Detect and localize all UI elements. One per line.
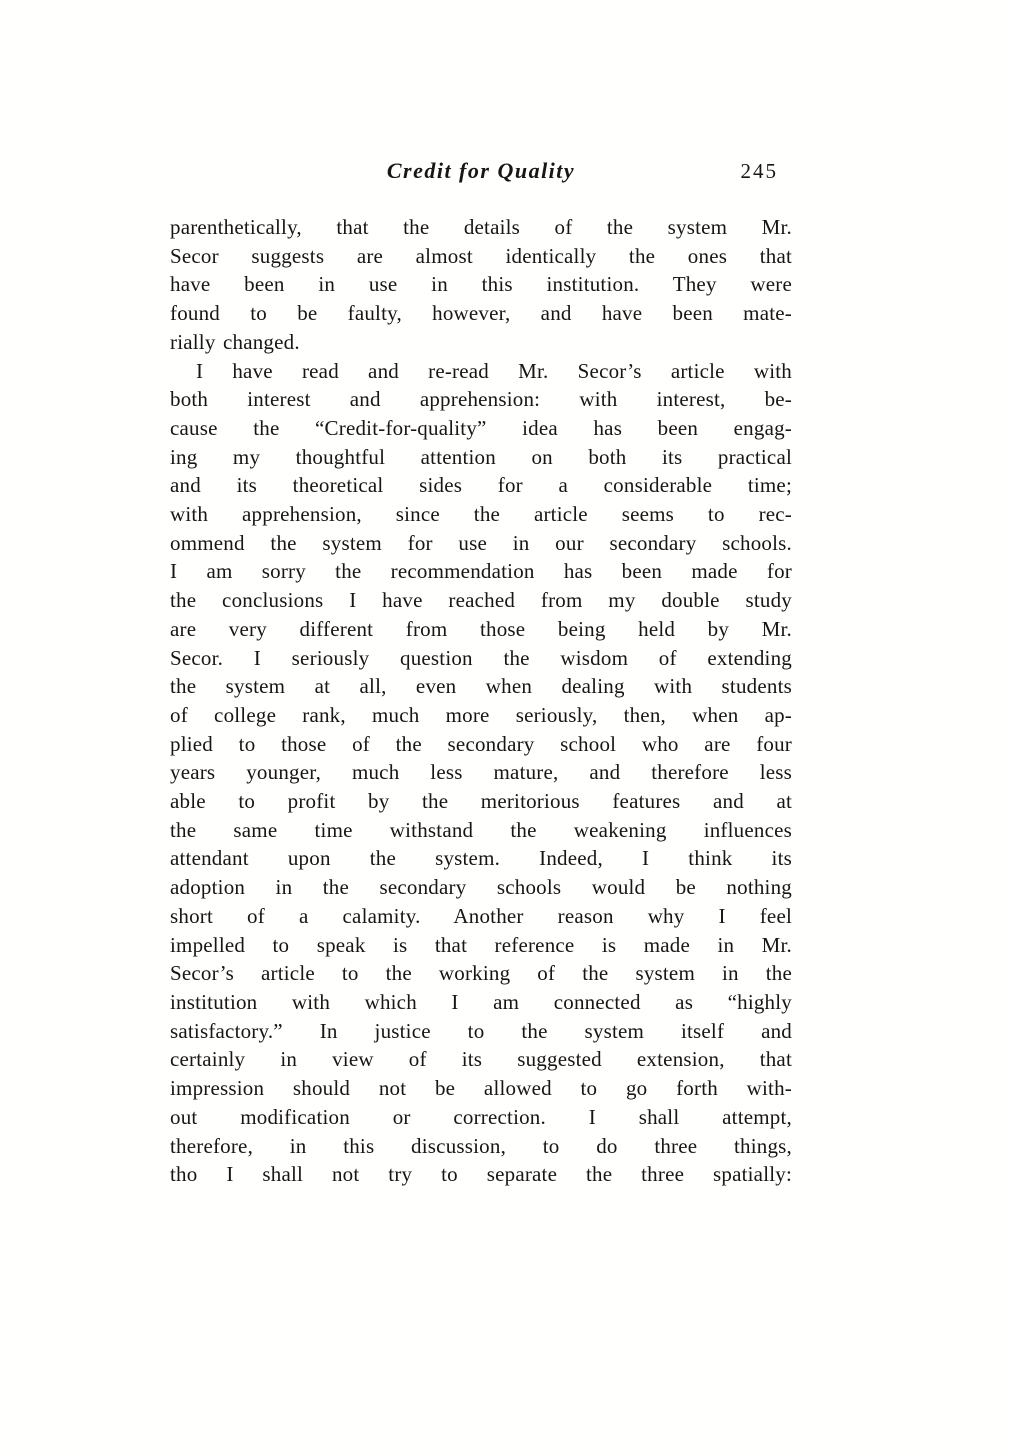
text-line: parenthetically, that the details of the system Mr. bbox=[170, 215, 792, 239]
text-line: both interest and apprehension: with interest, be- bbox=[170, 387, 792, 412]
paragraph bbox=[170, 357, 792, 1189]
text-line: impression should not be allowed to go forth with- bbox=[170, 1076, 792, 1101]
text-line: and its theoretical sides for a considerable time; bbox=[170, 473, 792, 498]
text-line: impelled to speak is that reference is made in Mr. bbox=[170, 932, 792, 957]
text-line: out modification or correction. I shall attempt, bbox=[170, 1104, 792, 1129]
running-title: Credit for Quality bbox=[386, 158, 576, 183]
text-line: I am sorry the recommendation has been made for bbox=[170, 559, 792, 584]
text-line: certainly in view of its suggested extension, that bbox=[170, 1047, 792, 1072]
page-header bbox=[170, 158, 792, 190]
text-line: satisfactory.” In justice to the system itself and bbox=[170, 1018, 792, 1043]
text-line: institution with which I am connected as “highly bbox=[170, 989, 792, 1014]
text-line: cause the “Credit-for-quality” idea has been engag- bbox=[170, 415, 792, 440]
page-number: 245 bbox=[740, 159, 778, 183]
text-line: ing my thoughtful attention on both its practical bbox=[170, 444, 792, 469]
text-line: of college rank, much more seriously, then, when ap- bbox=[170, 702, 792, 727]
text-line: rially changed. bbox=[170, 329, 300, 354]
text-line: with apprehension, since the article seems to rec- bbox=[170, 502, 792, 527]
text-line: therefore, in this discussion, to do three things, bbox=[170, 1133, 792, 1158]
paragraph bbox=[170, 213, 792, 357]
text-line: plied to those of the secondary school who are four bbox=[170, 731, 792, 756]
body-text bbox=[170, 213, 792, 1189]
text-line: years younger, much less mature, and therefore less bbox=[170, 760, 792, 785]
text-line: tho I shall not try to separate the three spatially: bbox=[170, 1162, 792, 1187]
text-line: ommend the system for use in our secondary schools. bbox=[170, 530, 792, 555]
text-line: Secor. I seriously question the wisdom of extending bbox=[170, 645, 792, 670]
text-line: have been in use in this institution. They were bbox=[170, 272, 792, 297]
text-line: I have read and re-read Mr. Secor’s article with bbox=[196, 358, 792, 383]
text-line: short of a calamity. Another reason why I feel bbox=[170, 903, 792, 928]
text-line: are very different from those being held by Mr. bbox=[170, 616, 792, 641]
text-line: Secor’s article to the working of the system in the bbox=[170, 961, 792, 986]
text-line: adoption in the secondary schools would be nothing bbox=[170, 875, 792, 900]
text-line: the same time withstand the weakening influences bbox=[170, 817, 792, 842]
text-line: found to be faulty, however, and have been mate- bbox=[170, 301, 792, 326]
text-line: attendant upon the system. Indeed, I think its bbox=[170, 846, 792, 871]
text-line: Secor suggests are almost identically the ones that bbox=[170, 243, 792, 268]
text-line: able to profit by the meritorious features and at bbox=[170, 789, 792, 814]
text-line: the system at all, even when dealing with students bbox=[170, 674, 792, 699]
text-line: the conclusions I have reached from my double study bbox=[170, 588, 792, 613]
